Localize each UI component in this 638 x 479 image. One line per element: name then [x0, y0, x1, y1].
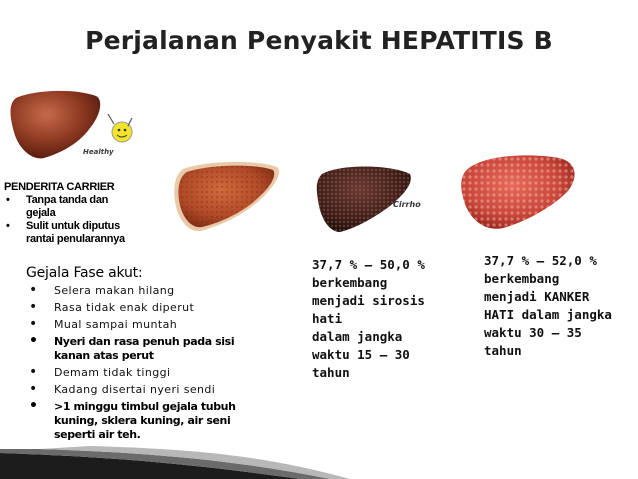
symptom-item: • >1 minggu timbul gejala tubuh kuning, sklera kuning, air seni seperti air teh.	[26, 400, 276, 442]
carrier-item: • Tanpa tanda dan gejala	[4, 194, 184, 220]
carrier-list	[4, 194, 184, 246]
decorative-bottom-band	[0, 419, 638, 479]
cancer-liver-image	[455, 150, 585, 235]
carrier-heading: PENDERITA CARRIER	[4, 181, 115, 193]
cancer-progression-text: 37,7 % – 52,0 % berkembang menjadi KANKER HATI dalam jangka waktu 30 – 35 tahun	[484, 253, 612, 358]
acute-phase-section	[26, 265, 276, 445]
carrier-section	[4, 181, 184, 246]
symptom-item: • Nyeri dan rasa penuh pada sisi kanan atas perut	[26, 335, 276, 363]
symptom-item: • Kadang disertai nyeri sendi	[26, 383, 276, 397]
carrier-item: • Sulit untuk diputus rantai penularannya	[4, 220, 184, 246]
healthy-label: Healthy	[83, 148, 114, 156]
symptom-item: • Selera makan hilang	[26, 284, 276, 298]
symptom-item: • Rasa tidak enak diperut	[26, 301, 276, 315]
page-title: Perjalanan Penyakit HEPATITIS B	[85, 26, 553, 55]
healthy-liver-image	[4, 88, 144, 163]
symptom-item: • Demam tidak tinggi	[26, 366, 276, 380]
acute-phase-heading: Gejala Fase akut:	[26, 265, 143, 281]
cirrhosis-label: Cirrho	[393, 200, 421, 209]
cirrhosis-progression-text: 37,7 % – 50,0 % berkembang menjadi sirosis hati dalam jangka waktu 15 – 30 tahun	[312, 257, 425, 380]
symptom-item: • Mual sampai muntah	[26, 318, 276, 332]
